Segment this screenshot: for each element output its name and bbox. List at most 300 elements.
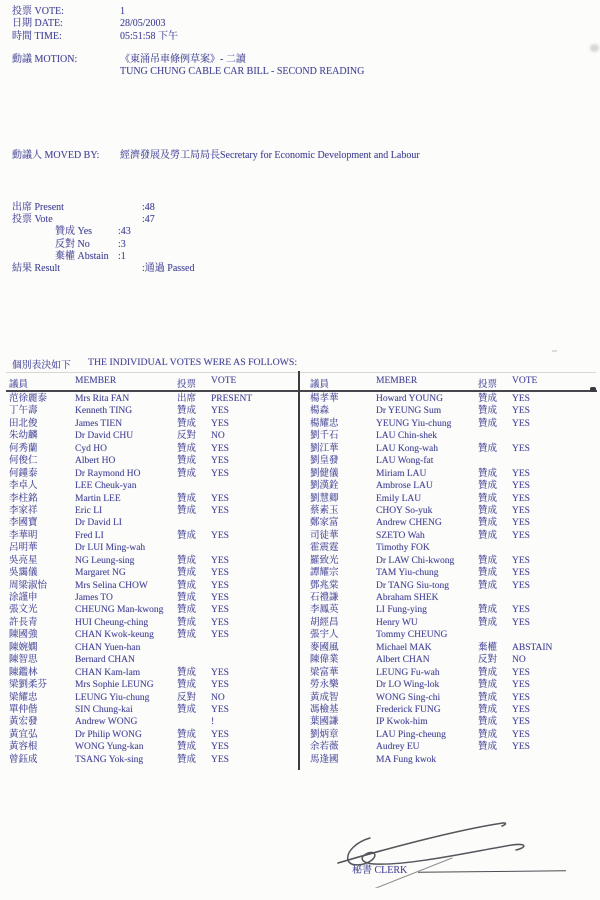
- vote-english: YES: [512, 418, 530, 429]
- col-header-vote-cn: 投票: [478, 380, 498, 390]
- member-name-chinese: 胡經昌: [310, 617, 339, 628]
- vote-table-left: [9, 393, 295, 766]
- member-name-english: Abraham SHEK: [376, 593, 439, 603]
- table-row: [9, 754, 295, 766]
- table-row: [310, 493, 592, 505]
- vote-chinese: 贊成: [478, 555, 498, 566]
- table-row: [9, 704, 295, 716]
- summary-value: :1: [118, 250, 126, 262]
- col-header-vote-cn: 投票: [177, 380, 197, 390]
- vote-english: [512, 629, 592, 641]
- member-name-chinese: 劉慧卿: [310, 493, 339, 504]
- table-row: [310, 443, 592, 455]
- member-name-chinese: 曾鈺成: [9, 754, 38, 765]
- member-name-english: Michael MAK: [376, 642, 432, 653]
- vote-english: YES: [211, 456, 229, 467]
- vote-english: PRESENT: [211, 394, 253, 404]
- scan-smudge: [590, 44, 599, 52]
- vote-chinese: [177, 542, 211, 554]
- member-name-chinese: 譚耀宗: [310, 568, 339, 579]
- moved-by-value: 經濟發展及勞工局局長Secretary for Economic Development and Labour: [120, 150, 420, 161]
- member-name-english: Audrey EU: [376, 742, 420, 753]
- member-name-chinese: 羅致光: [310, 555, 339, 566]
- individual-votes-heading-english: THE INDIVIDUAL VOTES WERE AS FOLLOWS:: [88, 357, 298, 368]
- moved-by-label: 動議人 MOVED BY:: [12, 150, 100, 161]
- member-name-english: CHEUNG Man-kwong: [75, 605, 164, 616]
- vote-chinese: 贊成: [478, 617, 498, 628]
- vote-chinese: 贊成: [478, 481, 498, 492]
- vote-chinese: 贊成: [177, 630, 197, 641]
- member-name-chinese: 黃成智: [310, 692, 339, 703]
- vote-english: [211, 517, 295, 529]
- member-name-english: LAU Wong-fat: [376, 456, 434, 467]
- vote-english: [512, 754, 592, 766]
- summary-row: [12, 202, 195, 214]
- table-row: [310, 517, 592, 529]
- vote-summary: [12, 202, 195, 275]
- table-row: [310, 617, 592, 629]
- vote-chinese: 贊成: [478, 394, 498, 404]
- member-name-english: Emily LAU: [376, 493, 422, 504]
- member-name-english: Miriam LAU: [376, 468, 427, 479]
- member-name-chinese: 丁午壽: [9, 406, 38, 417]
- member-name-english: NG Leung-sing: [75, 555, 135, 566]
- table-row: [9, 580, 295, 592]
- member-name-chinese: 楊耀忠: [310, 418, 339, 429]
- vote-chinese: 贊成: [478, 742, 498, 753]
- member-name-chinese: 楊森: [310, 406, 330, 417]
- vote-chinese: [478, 430, 512, 442]
- member-name-english: CHAN Kam-lam: [75, 667, 141, 678]
- member-name-chinese: 劉健儀: [310, 468, 339, 479]
- motion-block: [12, 54, 364, 79]
- member-name-english: CHAN Kwok-keung: [75, 630, 154, 641]
- vote-chinese: 贊成: [478, 717, 498, 728]
- member-name-chinese: 梁劉柔芬: [9, 680, 48, 691]
- member-name-chinese: 李國寶: [9, 518, 38, 529]
- vote-english: YES: [211, 568, 229, 579]
- vote-chinese: 贊成: [177, 406, 197, 417]
- member-name-chinese: 陳智思: [9, 655, 38, 666]
- vote-chinese: 贊成: [478, 580, 498, 591]
- table-row: [310, 555, 592, 567]
- vote-english: YES: [211, 742, 229, 753]
- vote-chinese: 贊成: [177, 605, 197, 616]
- member-name-english: WONG Yung-kan: [75, 742, 144, 753]
- vote-english: NO: [211, 431, 225, 442]
- table-row: [9, 629, 295, 641]
- vote-english: [211, 480, 295, 492]
- vote-english: YES: [211, 754, 229, 765]
- member-name-chinese: 梁耀忠: [9, 692, 38, 703]
- vote-chinese: 贊成: [177, 530, 197, 541]
- member-name-english: James TIEN: [75, 418, 123, 429]
- member-name-english: TAM Yiu-chung: [376, 568, 439, 579]
- clerk-signature: [330, 808, 590, 888]
- vote-chinese: 贊成: [478, 505, 498, 516]
- table-row: [9, 654, 295, 666]
- member-name-english: Bernard CHAN: [75, 655, 135, 666]
- member-name-chinese: 張文光: [9, 605, 38, 616]
- member-name-english: Timothy FOK: [376, 543, 430, 554]
- summary-label: 投票 Vote: [12, 214, 53, 226]
- member-name-chinese: 何秀蘭: [9, 443, 38, 454]
- moved-by-block: [12, 150, 420, 162]
- vote-english: YES: [211, 593, 229, 603]
- vote-chinese: 贊成: [177, 754, 197, 765]
- vote-english: YES: [512, 568, 530, 579]
- member-name-english: James TO: [75, 593, 113, 603]
- vote-english: YES: [512, 394, 530, 404]
- vote-english: YES: [211, 605, 229, 616]
- meta-row: [12, 6, 178, 18]
- vote-english: YES: [512, 667, 530, 678]
- table-row: [9, 642, 295, 654]
- vote-english: YES: [512, 605, 530, 616]
- vote-chinese: 贊成: [478, 406, 498, 417]
- vote-chinese: [177, 517, 211, 529]
- member-name-english: Dr David LI: [75, 518, 122, 529]
- vote-chinese: 贊成: [478, 704, 498, 715]
- vote-chinese: 贊成: [478, 468, 498, 479]
- member-name-chinese: 黃宜弘: [9, 729, 38, 740]
- vote-english: YES: [211, 493, 229, 504]
- vote-chinese: 贊成: [478, 518, 498, 529]
- vote-english: YES: [512, 729, 530, 740]
- scan-speck: [552, 350, 557, 352]
- member-name-chinese: 馮檢基: [310, 704, 339, 715]
- vote-chinese: [177, 654, 211, 666]
- table-row: [310, 542, 592, 554]
- member-name-chinese: 葉國謙: [310, 717, 339, 728]
- vote-chinese: 贊成: [177, 580, 197, 591]
- vote-english: YES: [211, 680, 229, 691]
- vote-chinese: [478, 629, 512, 641]
- vote-english: YES: [211, 555, 229, 566]
- summary-label: 結果 Result: [12, 263, 61, 275]
- member-name-chinese: 陳婉嫻: [9, 642, 38, 653]
- summary-value: :47: [142, 214, 155, 226]
- vote-english: [211, 642, 295, 654]
- col-header-vote-en: VOTE: [211, 376, 237, 386]
- table-row: [9, 493, 295, 505]
- table-row: [9, 667, 295, 679]
- meta-label: 投票 VOTE:: [12, 6, 64, 17]
- member-name-english: Andrew WONG: [75, 717, 138, 728]
- table-row: [310, 629, 592, 641]
- member-name-chinese: 呂明華: [9, 543, 38, 554]
- vote-english: YES: [512, 717, 530, 728]
- table-row: [9, 592, 295, 604]
- vote-english: YES: [512, 443, 530, 454]
- vote-chinese: 反對: [177, 692, 197, 703]
- member-name-chinese: 劉江華: [310, 443, 339, 454]
- table-row: [310, 679, 592, 691]
- table-column-divider: [298, 371, 300, 770]
- member-name-english: Martin LEE: [75, 493, 121, 504]
- table-row: [9, 393, 295, 405]
- member-name-english: Tommy CHEUNG: [376, 630, 448, 641]
- member-name-chinese: 梁富華: [310, 667, 339, 678]
- vote-chinese: 贊成: [478, 605, 498, 616]
- table-row: [9, 455, 295, 467]
- member-name-chinese: 周梁淑怡: [9, 580, 48, 591]
- member-name-english: Fred LI: [75, 530, 104, 541]
- vote-english: YES: [512, 530, 530, 541]
- member-name-english: Mrs Rita FAN: [75, 394, 130, 404]
- table-row: [310, 741, 592, 753]
- vote-chinese: [478, 592, 512, 604]
- vote-chinese: 棄權: [478, 642, 498, 653]
- table-row: [310, 455, 592, 467]
- table-row: [9, 505, 295, 517]
- member-name-chinese: 何鍾泰: [9, 468, 38, 479]
- member-name-chinese: 范徐麗泰: [9, 394, 48, 404]
- table-row: [9, 517, 295, 529]
- table-row: [9, 405, 295, 417]
- member-name-english: WONG Sing-chi: [376, 692, 441, 703]
- meta-value: 1: [120, 6, 125, 17]
- table-row: [310, 667, 592, 679]
- summary-row: [55, 251, 195, 263]
- vote-english: [211, 542, 295, 554]
- member-name-english: LAU Kong-wah: [376, 443, 439, 454]
- member-name-english: MA Fung kwok: [376, 754, 437, 765]
- member-name-chinese: 楊孝華: [310, 394, 339, 404]
- member-name-chinese: 劉皇發: [310, 456, 339, 467]
- individual-votes-heading-chinese: 個別表決如下: [12, 360, 71, 371]
- vote-english: NO: [211, 692, 225, 703]
- summary-row: [12, 214, 195, 226]
- table-row: [310, 580, 592, 592]
- table-row: [9, 530, 295, 542]
- vote-chinese: [177, 642, 211, 654]
- col-header-member-cn: 議員: [9, 380, 29, 390]
- table-row: [9, 741, 295, 753]
- vote-english: YES: [211, 617, 229, 628]
- vote-chinese: 贊成: [177, 493, 197, 504]
- vote-english: [512, 542, 592, 554]
- member-name-english: Henry WU: [376, 617, 418, 628]
- member-name-chinese: 劉漢銓: [310, 481, 339, 492]
- member-name-english: LEUNG Fu-wah: [376, 667, 440, 678]
- table-row: [310, 692, 592, 704]
- meta-label: 時間 TIME:: [12, 30, 62, 42]
- table-row: [310, 480, 592, 492]
- table-row: [9, 679, 295, 691]
- vote-chinese: 贊成: [177, 468, 197, 479]
- vote-english: YES: [211, 729, 229, 740]
- vote-chinese: [177, 716, 211, 728]
- vote-english: YES: [211, 468, 229, 479]
- vote-chinese: 反對: [177, 431, 197, 442]
- table-row: [310, 505, 592, 517]
- member-name-english: Dr YEUNG Sum: [376, 406, 442, 417]
- vote-chinese: [478, 754, 512, 766]
- summary-value: :48: [142, 202, 155, 213]
- table-row: [9, 555, 295, 567]
- table-row: [310, 604, 592, 616]
- member-name-english: Mrs Selina CHOW: [75, 580, 148, 591]
- member-name-english: LI Fung-ying: [376, 605, 427, 616]
- vote-chinese: [478, 455, 512, 467]
- vote-english: YES: [512, 742, 530, 753]
- member-name-chinese: 石禮謙: [310, 593, 339, 603]
- member-name-chinese: 黃宏發: [9, 717, 38, 728]
- header-meta: [12, 6, 178, 43]
- col-header-member-en: MEMBER: [75, 376, 117, 386]
- vote-chinese: 贊成: [478, 680, 498, 691]
- member-name-chinese: 霍震霆: [310, 543, 339, 554]
- member-name-english: Mrs Sophie LEUNG: [75, 680, 154, 691]
- vote-chinese: 贊成: [478, 729, 498, 740]
- col-header-member-en: MEMBER: [376, 376, 418, 386]
- table-row: [310, 704, 592, 716]
- vote-english: YES: [512, 704, 530, 715]
- table-row: [9, 716, 295, 728]
- vote-english: YES: [512, 680, 530, 691]
- member-name-chinese: 劉炳章: [310, 729, 339, 740]
- vote-chinese: 贊成: [177, 593, 197, 603]
- vote-english: YES: [512, 481, 530, 492]
- vote-english: YES: [512, 555, 530, 566]
- summary-row: [55, 239, 195, 251]
- member-name-english: Dr LO Wing-lok: [376, 680, 440, 691]
- member-name-english: Kenneth TING: [75, 406, 133, 417]
- vote-english: !: [211, 717, 215, 728]
- member-name-english: HUI Cheung-ching: [75, 617, 149, 628]
- member-name-english: SIN Chung-kai: [75, 704, 133, 715]
- vote-chinese: 贊成: [177, 568, 197, 579]
- vote-english: [512, 455, 592, 467]
- table-row: [310, 405, 592, 417]
- member-name-english: CHOY So-yuk: [376, 505, 433, 516]
- vote-english: ABSTAIN: [512, 642, 553, 653]
- vote-chinese: [478, 542, 512, 554]
- table-row: [9, 443, 295, 455]
- member-name-english: LAU Ping-cheung: [376, 729, 446, 740]
- vote-english: YES: [512, 505, 530, 516]
- table-row: [9, 692, 295, 704]
- member-name-english: Albert CHAN: [376, 655, 430, 666]
- vote-table-right: [310, 393, 592, 766]
- vote-chinese: 贊成: [177, 456, 197, 467]
- vote-chinese: 贊成: [478, 443, 498, 454]
- summary-value: :43: [118, 226, 131, 238]
- vote-english: YES: [211, 580, 229, 591]
- table-row: [310, 592, 592, 604]
- table-row: [9, 567, 295, 579]
- vote-english: YES: [512, 692, 530, 703]
- table-row: [9, 430, 295, 442]
- member-name-english: SZETO Wah: [376, 530, 425, 541]
- member-name-english: Margaret NG: [75, 568, 126, 579]
- member-name-chinese: 鄧兆棠: [310, 580, 339, 591]
- table-row: [9, 617, 295, 629]
- summary-row: [55, 226, 195, 238]
- vote-english: YES: [211, 667, 229, 678]
- member-name-english: Dr TANG Siu-tong: [376, 580, 449, 591]
- summary-row: [12, 263, 195, 275]
- member-name-english: Cyd HO: [75, 443, 107, 454]
- meta-row: [12, 31, 178, 43]
- vote-chinese: 贊成: [177, 443, 197, 454]
- table-row: [9, 418, 295, 430]
- vote-english: [211, 654, 295, 666]
- summary-label: 棄權 Abstain: [55, 250, 109, 262]
- table-row: [310, 654, 592, 666]
- member-name-english: Albert HO: [75, 456, 116, 467]
- member-name-chinese: 余若薇: [310, 742, 339, 753]
- member-name-chinese: 勞永樂: [310, 680, 339, 691]
- vote-english: YES: [211, 418, 229, 429]
- summary-label: 贊成 Yes: [55, 226, 93, 238]
- individual-votes-heading: [12, 357, 297, 371]
- vote-chinese: 贊成: [177, 418, 197, 429]
- member-name-chinese: 黃容根: [9, 742, 38, 753]
- table-row: [310, 642, 592, 654]
- table-row: [310, 567, 592, 579]
- vote-english: YES: [512, 468, 530, 479]
- member-name-chinese: 吳靄儀: [9, 568, 38, 579]
- member-name-chinese: 馬逢國: [310, 754, 339, 765]
- member-name-chinese: 李華明: [9, 530, 38, 541]
- vote-chinese: 贊成: [177, 505, 197, 516]
- motion-title-chinese: 《東涌吊車條例草案》- 二讀: [120, 54, 246, 65]
- member-name-chinese: 李鳳英: [310, 605, 339, 616]
- member-name-english: Eric LI: [75, 505, 103, 516]
- member-name-chinese: 涂謹申: [9, 593, 38, 603]
- vote-chinese: 贊成: [177, 704, 197, 715]
- summary-label: 反對 No: [55, 238, 90, 250]
- vote-chinese: 贊成: [478, 418, 498, 429]
- vote-chinese: [177, 480, 211, 492]
- member-name-chinese: 張宇人: [310, 630, 339, 641]
- member-name-chinese: 鄭家富: [310, 518, 339, 529]
- member-name-chinese: 司徒華: [310, 530, 339, 541]
- vote-chinese: 贊成: [177, 680, 197, 691]
- vote-english: YES: [512, 406, 530, 417]
- member-name-chinese: 陳鑑林: [9, 667, 38, 678]
- table-row: [310, 418, 592, 430]
- member-name-english: Dr LUI Ming-wah: [75, 543, 146, 554]
- member-name-english: Howard YOUNG: [376, 394, 443, 404]
- member-name-english: YEUNG Yiu-chung: [376, 418, 452, 429]
- summary-value: :3: [118, 238, 126, 250]
- vote-english: YES: [512, 493, 530, 504]
- table-row: [9, 729, 295, 741]
- member-name-chinese: 蔡素玉: [310, 505, 339, 516]
- member-name-english: TSANG Yok-sing: [75, 754, 144, 765]
- meta-row: [12, 18, 178, 30]
- vote-english: YES: [512, 518, 530, 529]
- member-name-english: Dr Philip WONG: [75, 729, 142, 740]
- table-header-right: [310, 376, 592, 390]
- member-name-chinese: 劉千石: [310, 431, 339, 442]
- vote-chinese: 贊成: [177, 617, 197, 628]
- member-name-english: Frederick FUNG: [376, 704, 441, 715]
- member-name-chinese: 李家祥: [9, 505, 38, 516]
- col-header-vote-en: VOTE: [512, 376, 538, 386]
- table-row: [310, 468, 592, 480]
- table-row: [310, 729, 592, 741]
- vote-chinese: 贊成: [478, 667, 498, 678]
- vote-chinese: 贊成: [478, 568, 498, 579]
- table-row: [9, 604, 295, 616]
- member-name-chinese: 許長青: [9, 617, 38, 628]
- member-name-chinese: 麥國風: [310, 642, 339, 653]
- vote-english: [512, 592, 592, 604]
